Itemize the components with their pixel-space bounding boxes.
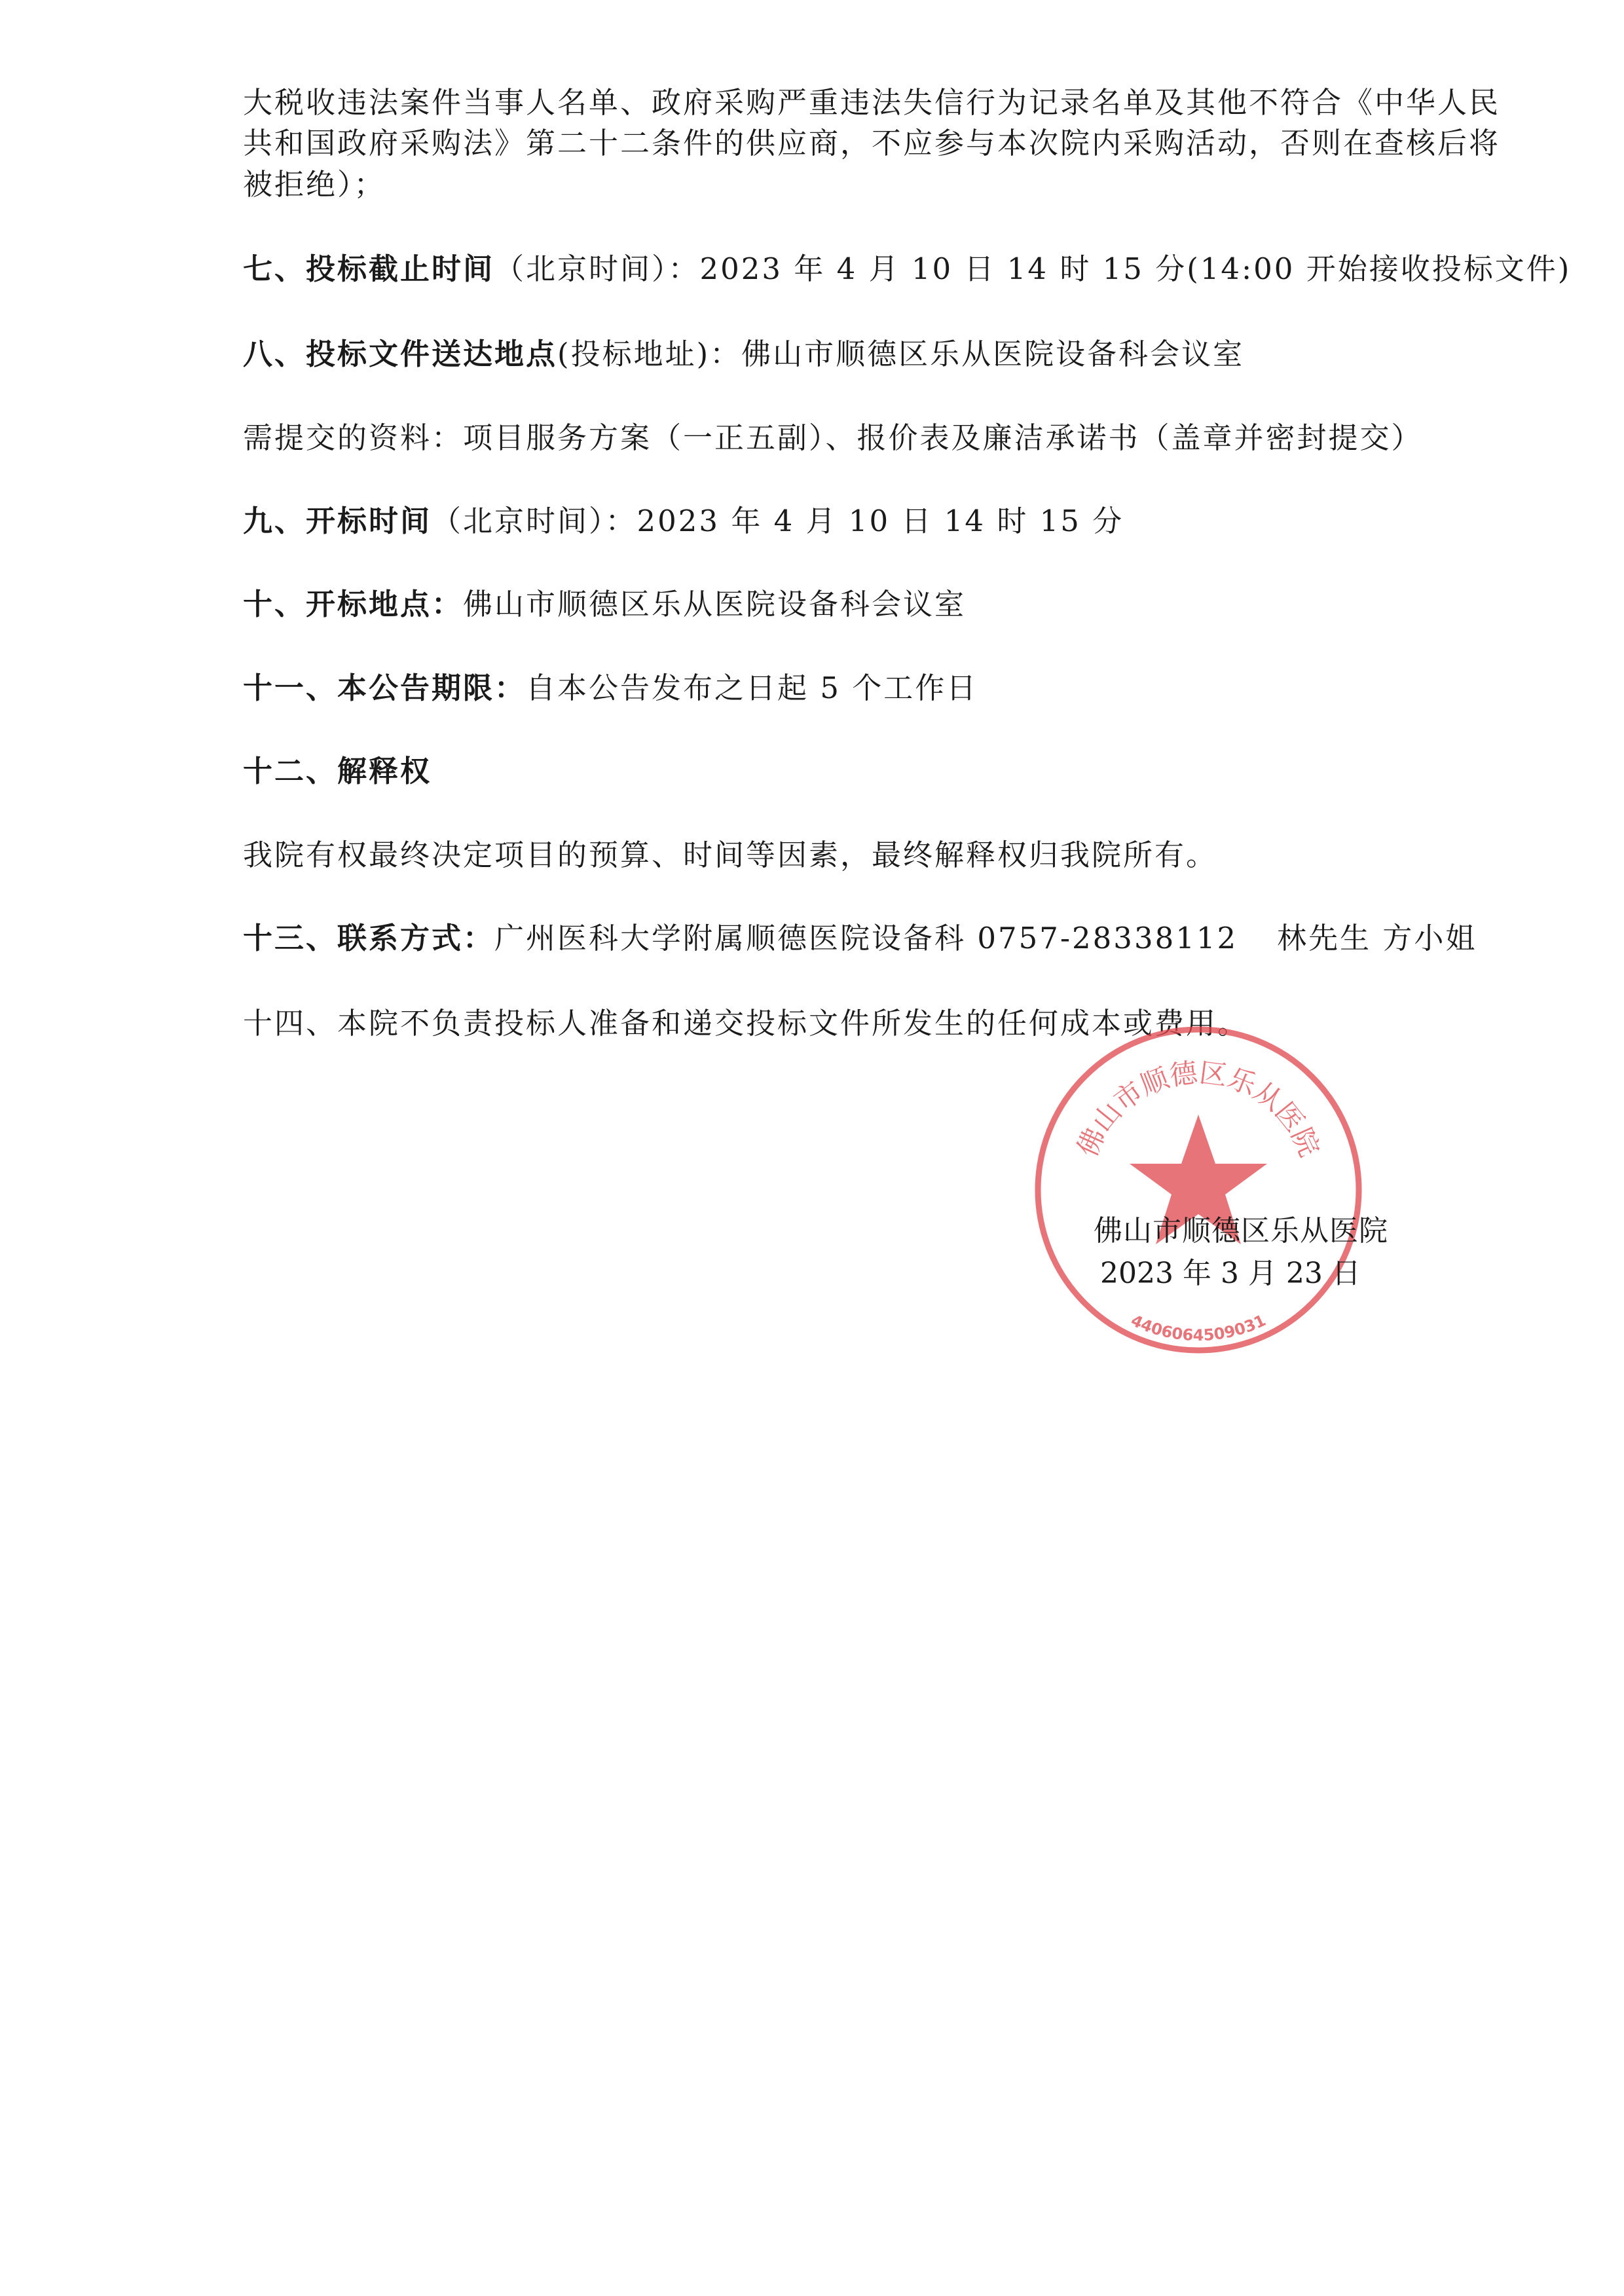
section-9	[243, 502, 1124, 541]
section-7-heading: 七、投标截止时间	[243, 251, 495, 286]
section-13	[243, 919, 1477, 958]
section-10-text: 佛山市顺德区乐从医院设备科会议室	[463, 587, 967, 621]
section-14: 十四、本院不负责投标人准备和递交投标文件所发生的任何成本或费用。	[243, 1006, 1249, 1041]
section-11	[243, 669, 978, 708]
intro-line-3: 被拒绝）；	[243, 167, 386, 202]
seal-arc-text: 佛山市顺德区乐从医院	[1071, 1056, 1326, 1162]
seal-code: 4406064509031	[1128, 1311, 1269, 1345]
intro-line-2: 共和国政府采购法》第二十二条件的供应商，不应参与本次院内采购活动，否则在查核后将	[243, 126, 1501, 160]
section-11-heading: 十一、本公告期限：	[243, 671, 526, 705]
official-seal-stamp	[1031, 1023, 1365, 1357]
section-12-text: 我院有权最终决定项目的预算、时间等因素，最终解释权归我院所有。	[243, 838, 1218, 872]
section-7	[243, 250, 1571, 289]
section-8-text: (投标地址)：佛山市顺德区乐从医院设备科会议室	[557, 337, 1245, 371]
section-13-text: 广州医科大学附属顺德医院设备科 0757-28338112	[494, 921, 1238, 955]
section-10	[243, 585, 966, 624]
section-8	[243, 335, 1244, 374]
section-8-heading: 八、投标文件送达地点	[243, 337, 558, 371]
section-9-text: （北京时间）：2023 年 4 月 10 日 14 时 15 分	[432, 504, 1124, 538]
materials-line: 需提交的资料：项目服务方案（一正五副）、报价表及廉洁承诺书（盖章并密封提交）	[243, 420, 1423, 455]
section-7-text: （北京时间）：2023 年 4 月 10 日 14 时 15 分(14:00 开始接收投标文件)	[494, 251, 1572, 286]
section-12-heading: 十二、解释权	[243, 754, 432, 788]
section-11-text: 自本公告发布之日起 5 个工作日	[526, 671, 978, 705]
section-9-heading: 九、开标时间	[243, 504, 432, 538]
signature-date: 2023 年 3 月 23 日	[1100, 1257, 1361, 1290]
signature-org: 佛山市顺德区乐从医院	[1094, 1214, 1388, 1248]
section-10-heading: 十、开标地点：	[243, 587, 464, 621]
intro-line-1: 大税收违法案件当事人名单、政府采购严重违法失信行为记录名单及其他不符合《中华人民	[243, 85, 1501, 120]
section-13-contacts: 林先生 方小姐	[1277, 921, 1477, 955]
section-13-heading: 十三、联系方式：	[243, 921, 495, 955]
